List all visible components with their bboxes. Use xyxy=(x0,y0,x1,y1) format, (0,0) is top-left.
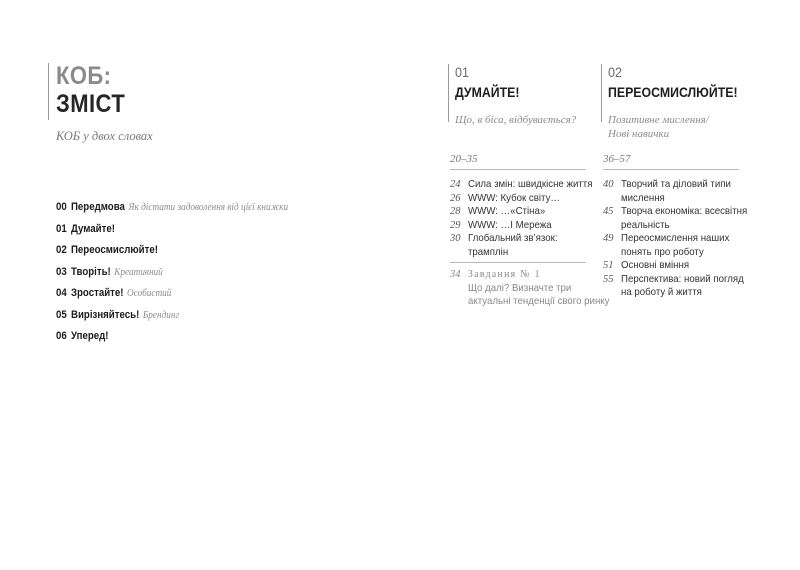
entry-page: 24 xyxy=(450,179,461,190)
entry-line: понять про роботу xyxy=(621,245,704,258)
entry-text xyxy=(468,232,558,259)
toc-number: 03 xyxy=(56,265,67,278)
section-01-entry[interactable] xyxy=(450,219,559,233)
entry-line: на роботу й життя xyxy=(621,286,702,298)
section-01-divider xyxy=(450,169,586,170)
toc-item-06[interactable] xyxy=(56,330,288,352)
entry-line: мислення xyxy=(621,191,665,204)
entry-line: Глобальний зв’язок: xyxy=(468,232,558,244)
section-02-heading[interactable]: ПЕРЕОСМИСЛЮЙТЕ! xyxy=(608,84,738,100)
entry-text: Основні вміння xyxy=(621,259,690,271)
task-page: 34 xyxy=(450,269,461,280)
section-01-number: 01 xyxy=(455,64,470,80)
entry-page: 40 xyxy=(603,179,614,190)
toc-subtitle: Особистий xyxy=(127,288,172,299)
task-divider xyxy=(450,262,586,263)
section-02-entry[interactable] xyxy=(603,205,758,232)
section-01-entry[interactable] xyxy=(450,192,568,206)
toc-item-03[interactable] xyxy=(56,266,288,288)
entry-page: 51 xyxy=(603,260,614,271)
section-02-page-range: 36–57 xyxy=(603,153,631,165)
entry-page: 55 xyxy=(603,273,614,285)
section-01-entry[interactable] xyxy=(450,178,603,192)
page-title-line1: КОБ: xyxy=(56,62,112,90)
section-02-divider xyxy=(603,169,739,170)
entry-text xyxy=(621,205,747,232)
task-text xyxy=(468,268,609,309)
page-title-line2: ЗМІСТ xyxy=(56,90,126,118)
entry-line: Творчий та діловий типи xyxy=(621,178,731,190)
description-line: Позитивне мислення/ xyxy=(608,114,709,126)
section-01-accent-line xyxy=(448,64,449,122)
entry-text xyxy=(621,273,744,300)
toc-title: Уперед! xyxy=(70,330,109,342)
section-02-entry[interactable] xyxy=(603,259,695,273)
toc-item-00[interactable] xyxy=(56,201,288,223)
section-02-number: 02 xyxy=(608,64,623,80)
entry-line: реальність xyxy=(621,218,670,231)
entry-line: Переосмислення наших xyxy=(621,232,730,244)
section-01-description: Що, в біса, відбувається? xyxy=(455,114,577,126)
section-01-heading[interactable]: ДУМАЙТЕ! xyxy=(455,84,520,100)
toc-title: Вирізняйтесь! xyxy=(70,308,140,321)
title-accent-line xyxy=(48,63,49,120)
toc-number: 04 xyxy=(56,287,67,299)
page-subtitle: КОБ у двох словах xyxy=(56,129,153,143)
entry-page: 45 xyxy=(603,206,614,217)
entry-text: WWW: …І Мережа xyxy=(468,218,552,231)
section-02-accent-line xyxy=(601,64,602,122)
entry-text: WWW: Кубок світу… xyxy=(468,191,561,204)
entry-line: Творча економіка: всесвітня xyxy=(621,205,748,217)
entry-page: 28 xyxy=(450,206,461,217)
toc-title: Думайте! xyxy=(70,222,115,235)
entry-page: 29 xyxy=(450,219,461,231)
toc-title: Творіть! xyxy=(70,265,111,278)
toc-number: 05 xyxy=(56,308,67,321)
section-02-description xyxy=(608,113,709,141)
toc-title: Зростайте! xyxy=(70,287,124,299)
entry-page: 49 xyxy=(603,233,614,244)
toc-subtitle: Як дістати задоволення від цієї книжки xyxy=(128,202,289,213)
toc-list xyxy=(56,201,320,352)
toc-subtitle: Креативний xyxy=(114,266,163,278)
task-label: Завдання № 1 xyxy=(468,269,541,280)
toc-item-04[interactable] xyxy=(56,287,288,309)
task-line: Що далі? Визначте три xyxy=(468,281,572,294)
toc-title: Переосмислюйте! xyxy=(70,244,158,256)
entry-line: трамплін xyxy=(468,245,509,258)
toc-item-01[interactable] xyxy=(56,223,288,245)
toc-number: 00 xyxy=(56,201,67,213)
section-01-task[interactable] xyxy=(450,268,622,309)
toc-subtitle: Брендинг xyxy=(142,309,180,321)
task-line: актуальні тенденції свого ринку xyxy=(468,295,610,307)
section-02-entry[interactable] xyxy=(603,273,754,300)
entry-text: Сила змін: швидкісне життя xyxy=(468,178,593,190)
entry-page: 30 xyxy=(450,233,461,244)
section-01-entry[interactable] xyxy=(450,232,565,259)
section-02-entry[interactable] xyxy=(603,232,739,259)
description-line: Нові навички xyxy=(608,128,670,140)
toc-title: Передмова xyxy=(70,201,125,213)
entry-text xyxy=(621,178,731,205)
toc-number: 01 xyxy=(56,222,67,235)
section-01-page-range: 20–35 xyxy=(450,153,478,165)
section-02-entry[interactable] xyxy=(603,178,740,205)
toc-number: 06 xyxy=(56,330,67,342)
toc-number: 02 xyxy=(56,244,67,256)
section-01-entry[interactable] xyxy=(450,205,552,219)
entry-page: 26 xyxy=(450,192,461,204)
toc-item-05[interactable] xyxy=(56,309,288,331)
entry-text xyxy=(621,232,729,259)
entry-line: Перспектива: новий погляд xyxy=(621,272,744,285)
entry-text: WWW: …«Стіна» xyxy=(468,205,546,217)
toc-item-02[interactable] xyxy=(56,244,288,266)
